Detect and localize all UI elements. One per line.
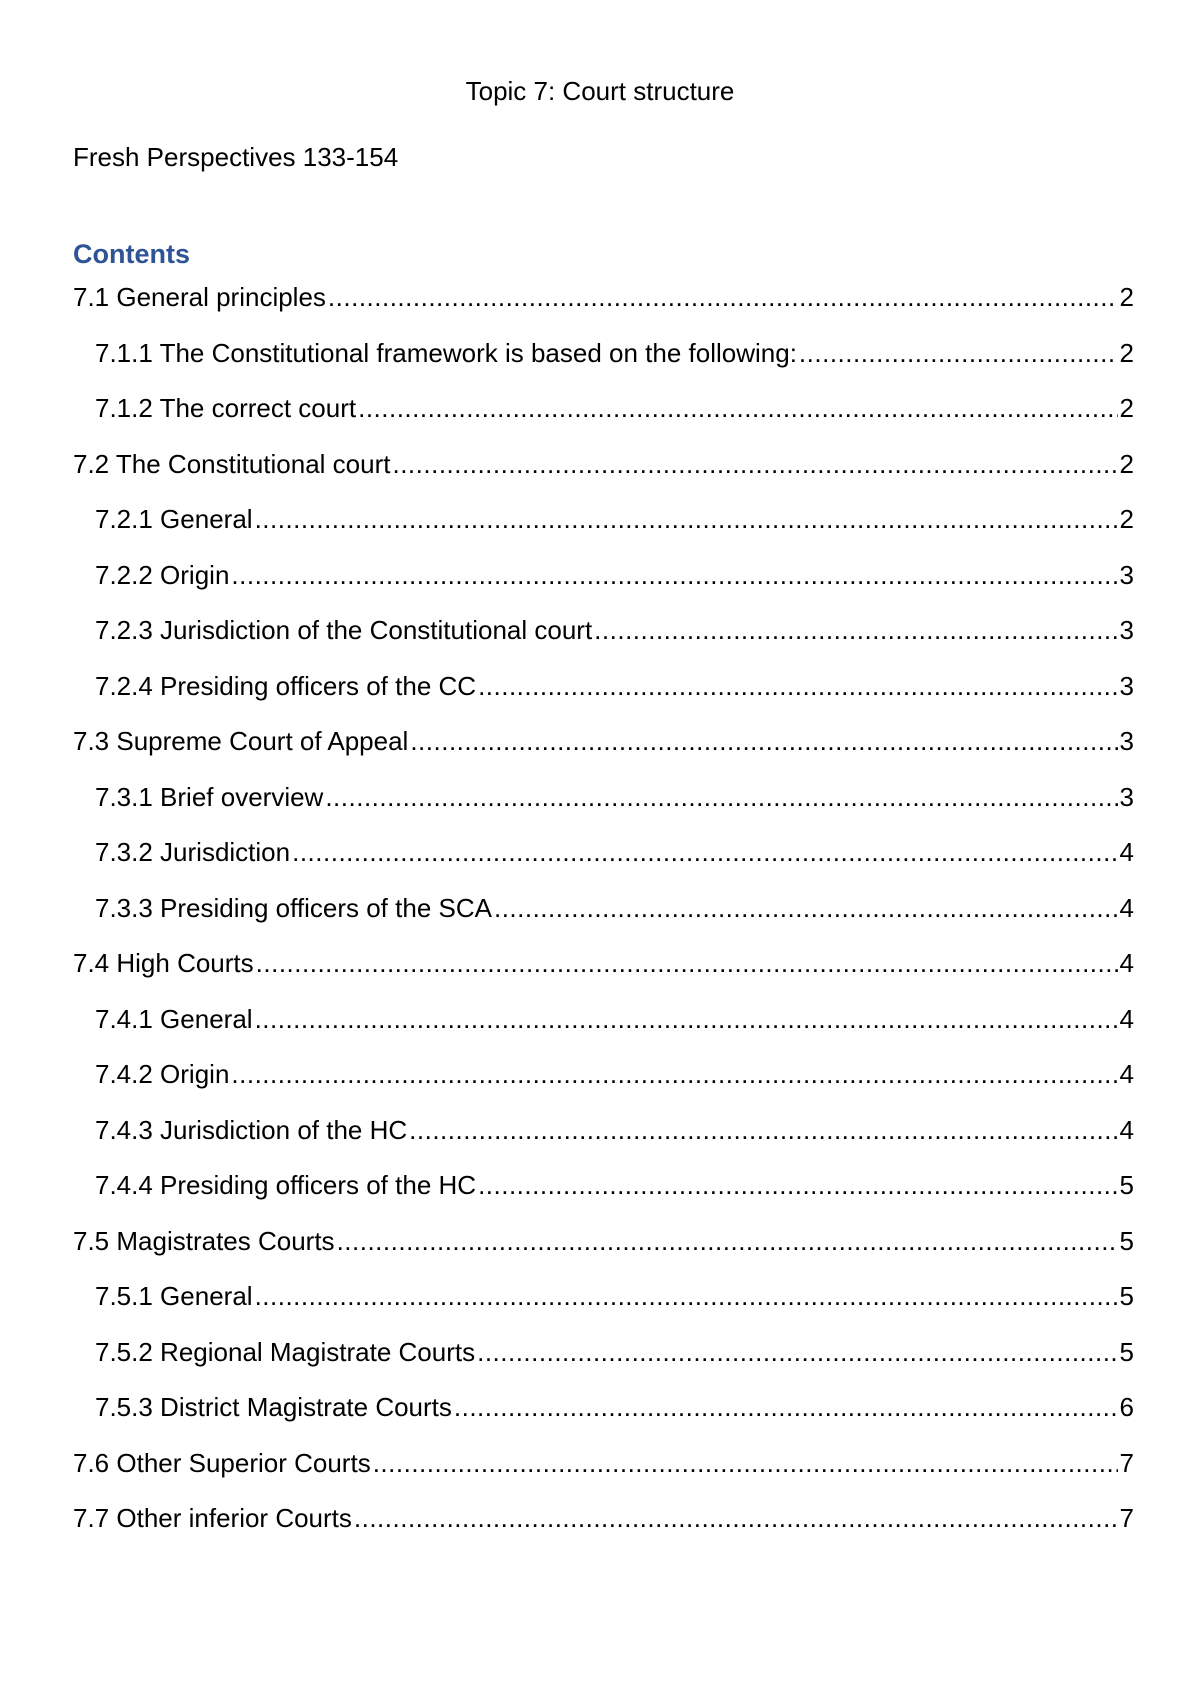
toc-entry-page-number: 5	[1119, 1170, 1134, 1200]
toc-dot-leader	[373, 1446, 1118, 1480]
toc-entry-page-number: 2	[1119, 282, 1134, 312]
toc-dot-leader	[328, 280, 1118, 314]
toc-dot-leader	[255, 1279, 1118, 1313]
toc-entry[interactable]	[73, 1057, 1134, 1113]
toc-entry-label: 7.4.2 Origin	[95, 1059, 230, 1089]
toc-entry-label: 7.2 The Constitutional court	[73, 448, 391, 479]
table-of-contents	[73, 280, 1134, 1557]
toc-entry[interactable]	[73, 391, 1134, 447]
toc-entry[interactable]	[73, 1279, 1134, 1335]
toc-entry-label: 7.2.2 Origin	[95, 559, 230, 590]
toc-entry[interactable]	[73, 502, 1134, 558]
toc-dot-leader	[256, 946, 1118, 980]
toc-entry-label: 7.3.1 Brief overview	[95, 781, 324, 812]
toc-entry-page-number: 4	[1119, 1059, 1134, 1089]
toc-entry[interactable]	[73, 780, 1134, 836]
toc-entry-label: 7.6 Other Superior Courts	[73, 1447, 371, 1478]
toc-entry-page-number: 4	[1119, 1003, 1134, 1034]
toc-entry-page-number: 3	[1119, 559, 1134, 590]
toc-entry-page-number: 4	[1119, 1114, 1134, 1145]
toc-heading: Contents	[73, 239, 190, 269]
toc-dot-leader	[358, 391, 1117, 425]
toc-entry[interactable]	[73, 946, 1134, 1002]
toc-entry[interactable]	[73, 1224, 1134, 1280]
toc-entry-label: 7.3.3 Presiding officers of the SCA	[95, 892, 492, 923]
toc-entry-label: 7.4.4 Presiding officers of the HC	[95, 1170, 477, 1200]
toc-entry-label: 7.4 High Courts	[73, 948, 254, 978]
toc-dot-leader	[392, 447, 1117, 481]
toc-entry-page-number: 2	[1119, 504, 1134, 534]
toc-entry-page-number: 5	[1119, 1225, 1134, 1256]
toc-entry-page-number: 3	[1119, 670, 1134, 701]
toc-entry[interactable]	[73, 1335, 1134, 1391]
toc-entry-page-number: 5	[1119, 1281, 1134, 1311]
toc-entry-page-number: 6	[1119, 1392, 1134, 1422]
toc-entry[interactable]	[73, 1002, 1134, 1058]
toc-dot-leader	[494, 891, 1118, 925]
toc-entry-label: 7.3 Supreme Court of Appeal	[73, 726, 409, 756]
toc-entry-page-number: 2	[1119, 448, 1134, 479]
toc-dot-leader	[478, 669, 1117, 703]
toc-entry[interactable]	[73, 724, 1134, 780]
toc-entry[interactable]	[73, 336, 1134, 392]
toc-entry[interactable]	[73, 447, 1134, 503]
toc-entry-label: 7.5 Magistrates Courts	[73, 1225, 335, 1256]
toc-entry-label: 7.1 General principles	[73, 282, 326, 312]
toc-entry-label: 7.2.1 General	[95, 504, 253, 534]
toc-entry-label: 7.7 Other inferior Courts	[73, 1503, 352, 1533]
toc-entry-page-number: 7	[1119, 1447, 1134, 1478]
toc-dot-leader	[255, 502, 1118, 536]
toc-entry-label: 7.1.1 The Constitutional framework is based on the following:	[95, 337, 797, 368]
toc-dot-leader	[292, 835, 1117, 869]
toc-entry-page-number: 4	[1119, 892, 1134, 923]
toc-entry-label: 7.5.3 District Magistrate Courts	[95, 1392, 452, 1422]
toc-entry-label: 7.1.2 The correct court	[95, 393, 357, 423]
toc-dot-leader	[478, 1168, 1117, 1202]
toc-entry[interactable]	[73, 1501, 1134, 1557]
document-subtitle: Fresh Perspectives 133-154	[73, 142, 399, 172]
toc-entry-page-number: 2	[1119, 337, 1134, 368]
toc-entry[interactable]	[73, 558, 1134, 614]
toc-entry-page-number: 5	[1119, 1336, 1134, 1367]
toc-dot-leader	[231, 1057, 1117, 1091]
toc-dot-leader	[325, 780, 1117, 814]
toc-entry-page-number: 3	[1119, 726, 1134, 756]
toc-entry-page-number: 2	[1119, 393, 1134, 423]
toc-entry[interactable]	[73, 891, 1134, 947]
toc-entry-label: 7.4.1 General	[95, 1003, 253, 1034]
toc-dot-leader	[354, 1501, 1118, 1535]
toc-dot-leader	[410, 724, 1117, 758]
toc-entry[interactable]	[73, 835, 1134, 891]
toc-entry[interactable]	[73, 280, 1134, 336]
toc-entry-page-number: 7	[1119, 1503, 1134, 1533]
toc-entry-label: 7.5.2 Regional Magistrate Courts	[95, 1336, 476, 1367]
toc-dot-leader	[255, 1002, 1118, 1036]
toc-entry[interactable]	[73, 669, 1134, 725]
toc-entry[interactable]	[73, 1113, 1134, 1169]
document-title: Topic 7: Court structure	[465, 76, 735, 106]
toc-entry-page-number: 4	[1119, 948, 1134, 978]
toc-entry[interactable]	[73, 613, 1134, 669]
toc-dot-leader	[594, 613, 1117, 647]
toc-entry-page-number: 3	[1119, 615, 1134, 645]
toc-entry-label: 7.2.4 Presiding officers of the CC	[95, 670, 477, 701]
toc-entry-page-number: 4	[1119, 837, 1134, 867]
toc-entry[interactable]	[73, 1446, 1134, 1502]
toc-entry[interactable]	[73, 1168, 1134, 1224]
toc-entry-label: 7.3.2 Jurisdiction	[95, 837, 291, 867]
toc-dot-leader	[337, 1224, 1118, 1258]
toc-entry-label: 7.2.3 Jurisdiction of the Constitutional court	[95, 615, 593, 645]
toc-dot-leader	[454, 1390, 1118, 1424]
toc-dot-leader	[409, 1113, 1117, 1147]
toc-entry-label: 7.5.1 General	[95, 1281, 253, 1311]
toc-entry-label: 7.4.3 Jurisdiction of the HC	[95, 1114, 408, 1145]
toc-dot-leader	[231, 558, 1117, 592]
toc-entry-page-number: 3	[1119, 781, 1134, 812]
toc-dot-leader	[477, 1335, 1117, 1369]
toc-entry[interactable]	[73, 1390, 1134, 1446]
toc-dot-leader	[799, 336, 1118, 370]
